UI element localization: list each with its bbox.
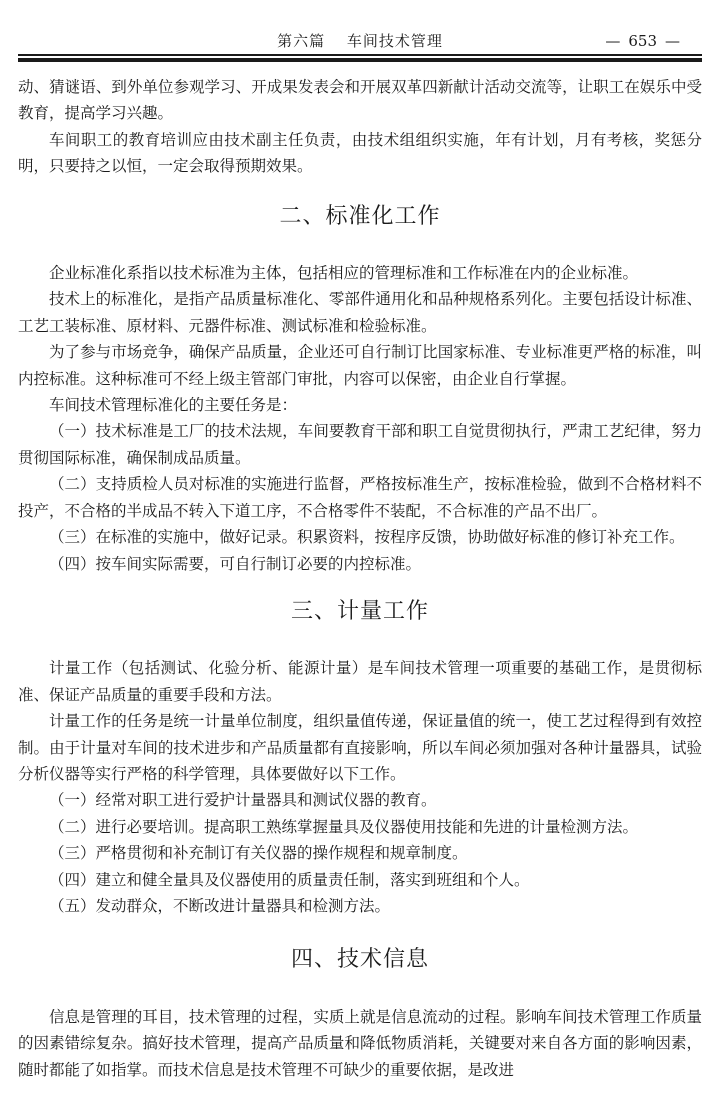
paragraph: 为了参与市场竞争，确保产品质量，企业还可自行制订比国家标准、专业标准更严格的标准，叫内控标准。这种标准可不经上级主管部门审批，内容可以保密，由企业自行掌握。: [18, 343, 702, 388]
list-item: （一）经常对职工进行爱护计量器具和测试仪器的教育。: [49, 791, 437, 810]
paragraph: 车间技术管理标准化的主要任务是：: [49, 396, 298, 415]
page-number: — 653 —: [605, 32, 680, 50]
page-number-value: 653: [628, 32, 657, 50]
paragraph: 技术上的标准化，是指产品质量标准化、零部件通用化和品种规格系列化。主要包括设计标准、工艺工装标准、原材料、元器件标准、测试标准和检验标准。: [18, 290, 702, 335]
body-text: [18, 74, 702, 1083]
paragraph: 车间职工的教育培训应由技术副主任负责，由技术组组织实施，年有计划，月有考核，奖惩分明，只要持之以恒，一定会取得预期效果。: [18, 130, 702, 176]
header-rule-thin: [18, 54, 702, 56]
section-heading-standardization: 二、标准化工作: [279, 203, 441, 229]
header-rule-thick: [18, 58, 702, 62]
section-heading-metrology: 三、计量工作: [290, 598, 429, 624]
list-item: （一）技术标准是工厂的技术法规，车间要教育干部和职工自觉贯彻执行，严肃工艺纪律，努力贯彻国际标准，确保制成品质量。: [18, 422, 702, 467]
chapter-title: 车间技术管理: [346, 32, 443, 50]
section-heading-tech-info: 四、技术信息: [290, 947, 429, 973]
part-label: 第六篇: [277, 32, 326, 50]
paragraph: 计量工作的任务是统一计量单位制度，组织量值传递，保证量值的统一，使工艺过程得到有效控制。由于计量对车间的技术进步和产品质量都有直接影响，所以车间必须加强对各种计量器具，试验分析仪器等实行严格的科学管理，具体要做好以下工作。: [18, 712, 702, 783]
paragraph: 计量工作（包括测试、化验分析、能源计量）是车间技术管理一项重要的基础工作，是贯彻标准、保证产品质量的重要手段和方法。: [18, 659, 702, 704]
list-item: （五）发动群众，不断改进计量器具和检测方法。: [49, 896, 391, 915]
list-item: （四）按车间实际需要，可自行制订必要的内控标准。: [49, 554, 422, 573]
list-item: （二）进行必要培训。提高职工熟练掌握量具及仪器使用技能和先进的计量检测方法。: [49, 817, 639, 836]
list-item: （三）严格贯彻和补充制订有关仪器的操作规程和规章制度。: [49, 844, 468, 863]
paragraph: 企业标准化系指以技术标准为主体，包括相应的管理标准和工作标准在内的企业标准。: [49, 264, 639, 283]
list-item: （二）支持质检人员对标准的实施进行监督，严格按标准生产，按标准检验，做到不合格材料不投产，不合格的半成品不转入下道工序，不合格零件不装配，不合标准的产品不出厂。: [18, 475, 702, 520]
paragraph: 动、猜谜语、到外单位参观学习、开成果发表会和开展双革四新献计活动交流等，让职工在娱乐中受教育，提高学习兴趣。: [18, 78, 702, 123]
running-header: [18, 30, 702, 52]
list-item: （四）建立和健全量具及仪器使用的质量责任制，落实到班组和个人。: [49, 870, 530, 889]
list-item: （三）在标准的实施中，做好记录。积累资料，按程序反馈，协助做好标准的修订补充工作。: [49, 528, 685, 547]
paragraph: 信息是管理的耳目，技术管理的过程，实质上就是信息流动的过程。影响车间技术管理工作质量的因素错综复杂。搞好技术管理，提高产品质量和降低物质消耗，关键要对来自各方面的影响因素，随时都能了如指掌。而技术信息是技术管理不可缺少的重要依据，是改进: [18, 1007, 702, 1079]
